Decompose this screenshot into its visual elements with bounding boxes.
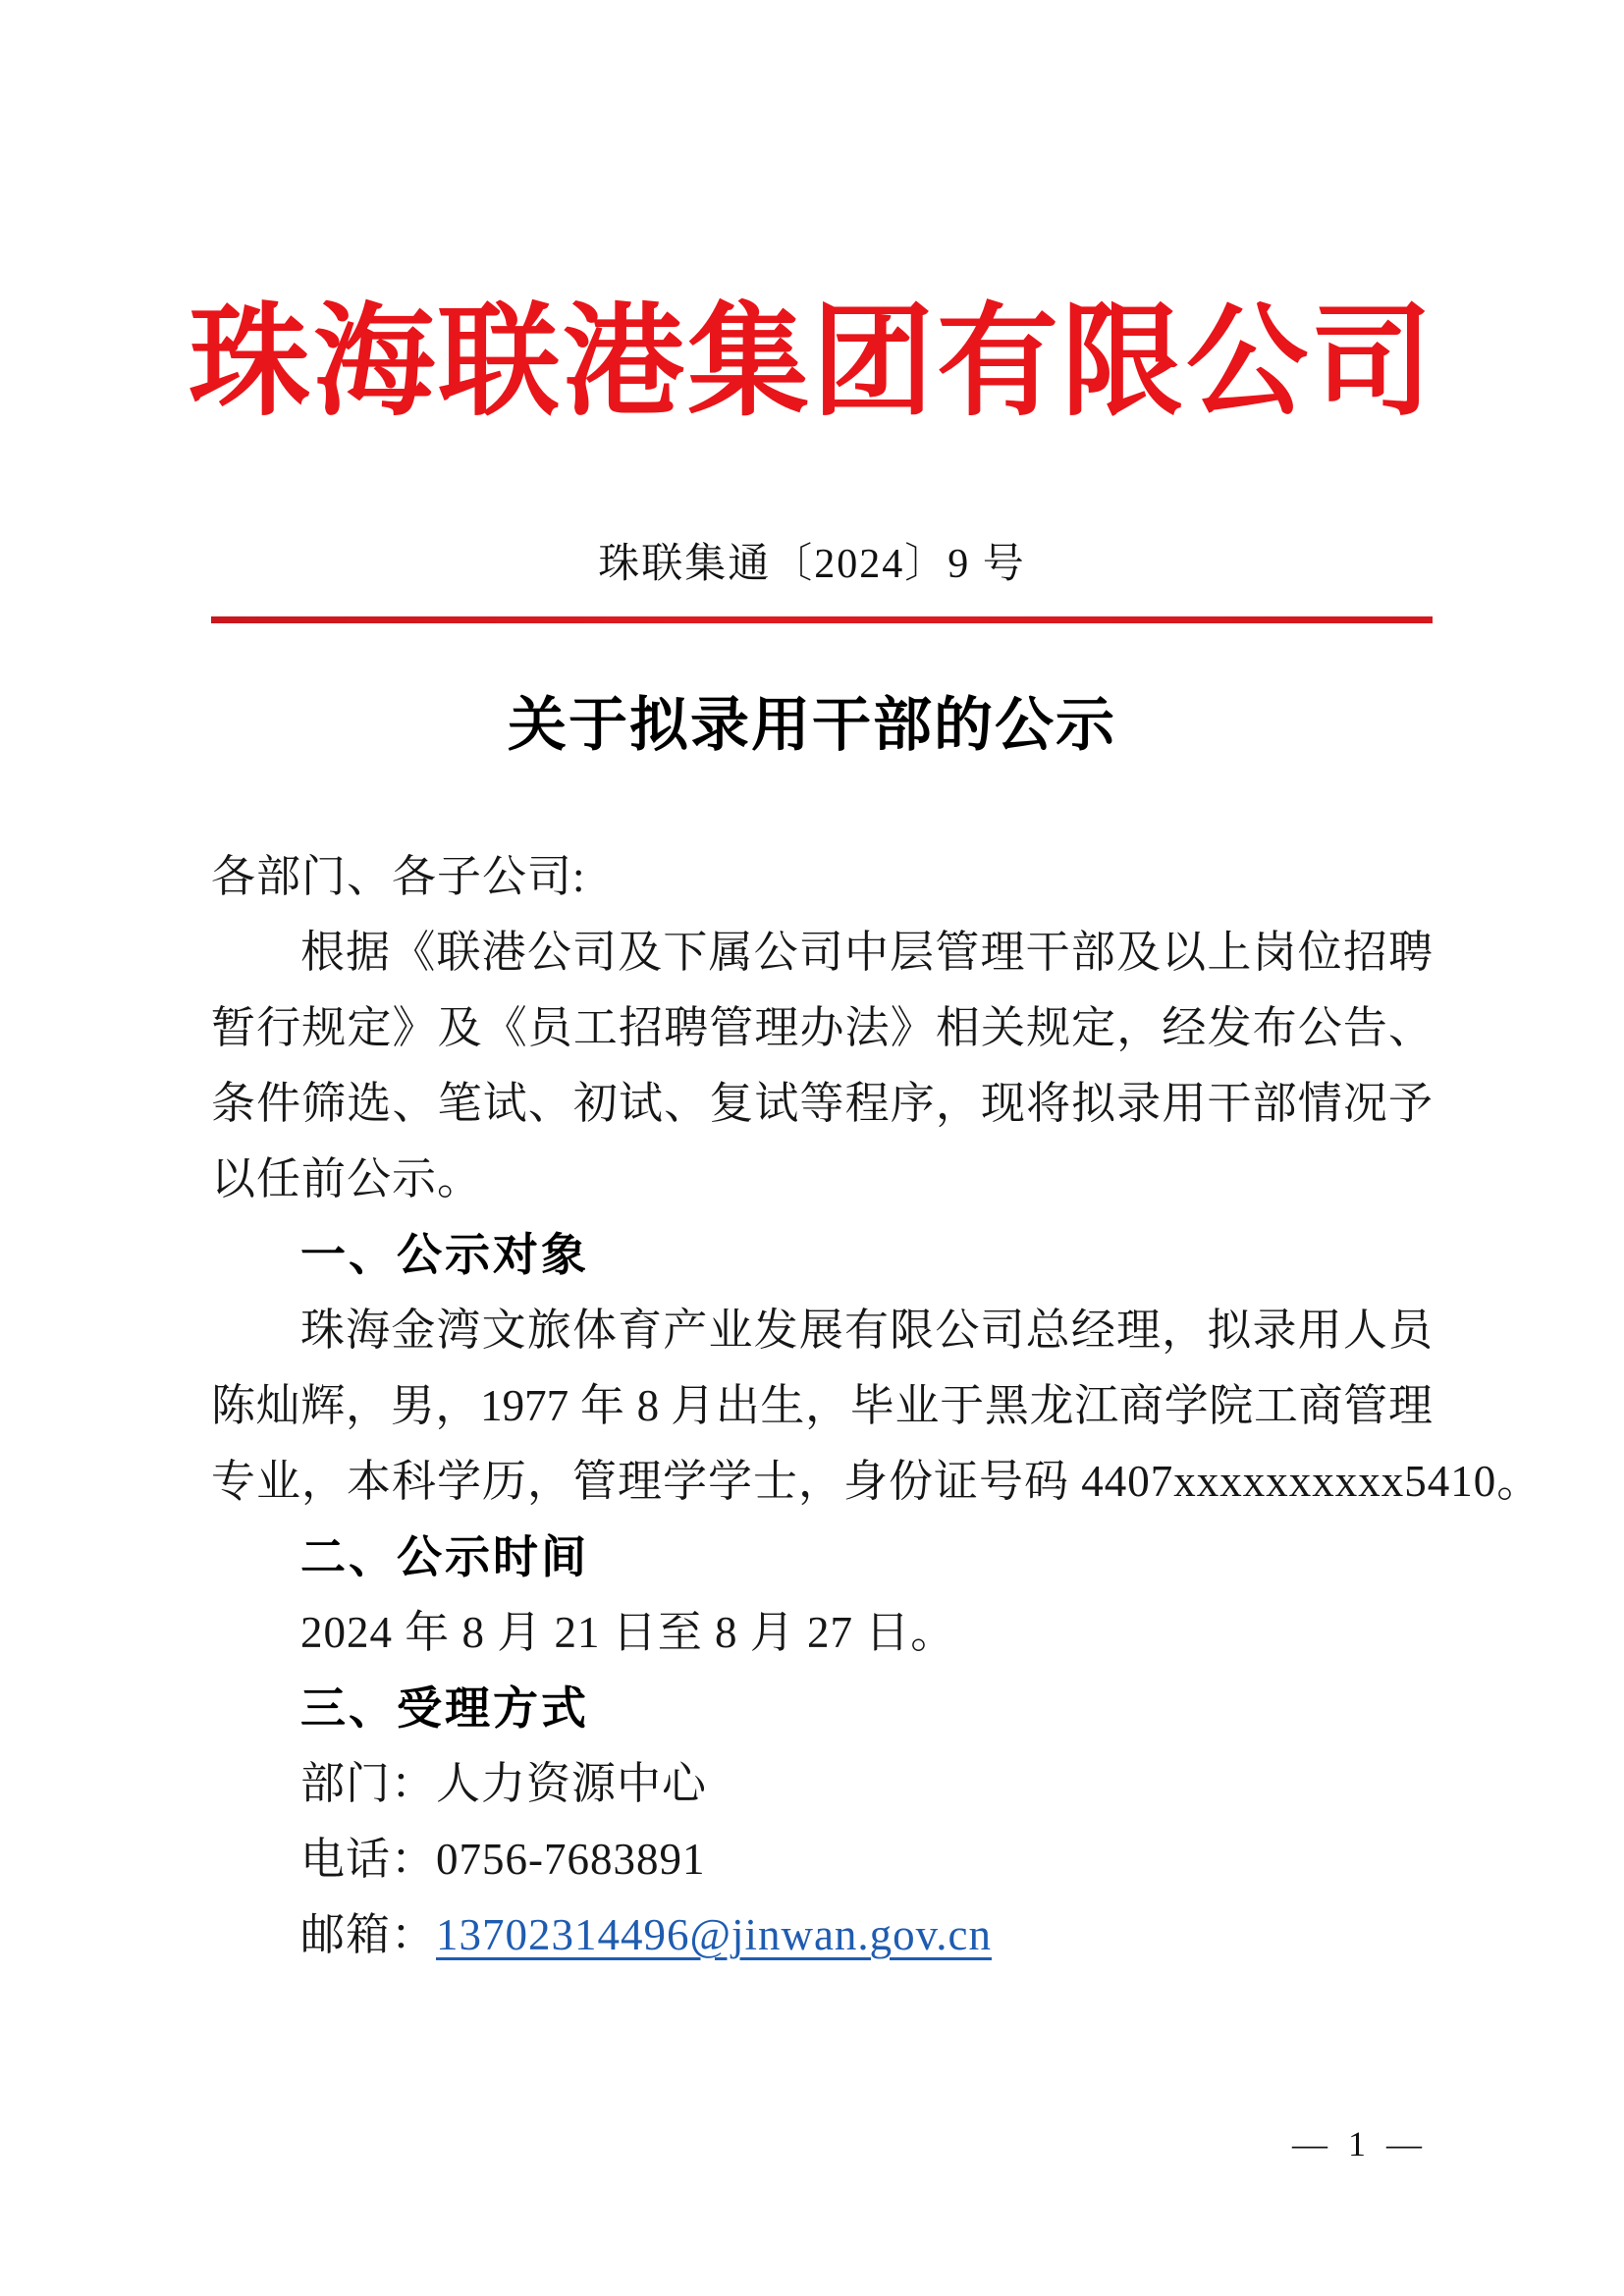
document-title: 关于拟录用干部的公示 [508,693,1116,758]
paragraph-line: 暂行规定》及《员工招聘管理办法》相关规定，经发布公告、 [211,1003,1433,1052]
paragraph-line: 专业，本科学历，管理学学士，身份证号码 4407xxxxxxxxxx5410。 [211,1457,1543,1506]
salutation-line: 各部门、各子公司: [211,852,586,901]
letterhead-red-rule [211,616,1433,623]
paragraph-line: 根据《联港公司及下属公司中层管理干部及以上岗位招聘 [300,928,1433,977]
email-link[interactable]: 13702314496@jinwan.gov.cn [436,1910,992,1959]
section-heading-1: 一、公示对象 [300,1229,589,1280]
paragraph-line: 陈灿辉，男，1977 年 8 月出生，毕业于黑龙江商学院工商管理 [211,1381,1433,1430]
section-heading-3: 三、受理方式 [300,1682,589,1734]
document-body [211,839,1543,1973]
email-label: 邮箱： [300,1910,437,1959]
paragraph-line: 珠海金湾文旅体育产业发展有限公司总经理，拟录用人员 [300,1306,1433,1355]
document-number: 珠联集通〔2024〕9 号 [598,542,1026,587]
paragraph-line: 以任前公示。 [211,1154,483,1203]
page-number: — 1 — [1292,2124,1428,2163]
section-heading-2: 二、公示时间 [300,1531,589,1582]
department-line: 部门：人力资源中心 [300,1759,708,1808]
letterhead-company-name: 珠海联港集团有限公司 [188,295,1435,430]
phone-line: 电话：0756-7683891 [300,1835,706,1884]
email-line [211,1897,1433,1973]
paragraph-line: 条件筛选、笔试、初试、复试等程序，现将拟录用干部情况予 [211,1079,1433,1128]
publicity-period-line: 2024 年 8 月 21 日至 8 月 27 日。 [300,1608,956,1657]
